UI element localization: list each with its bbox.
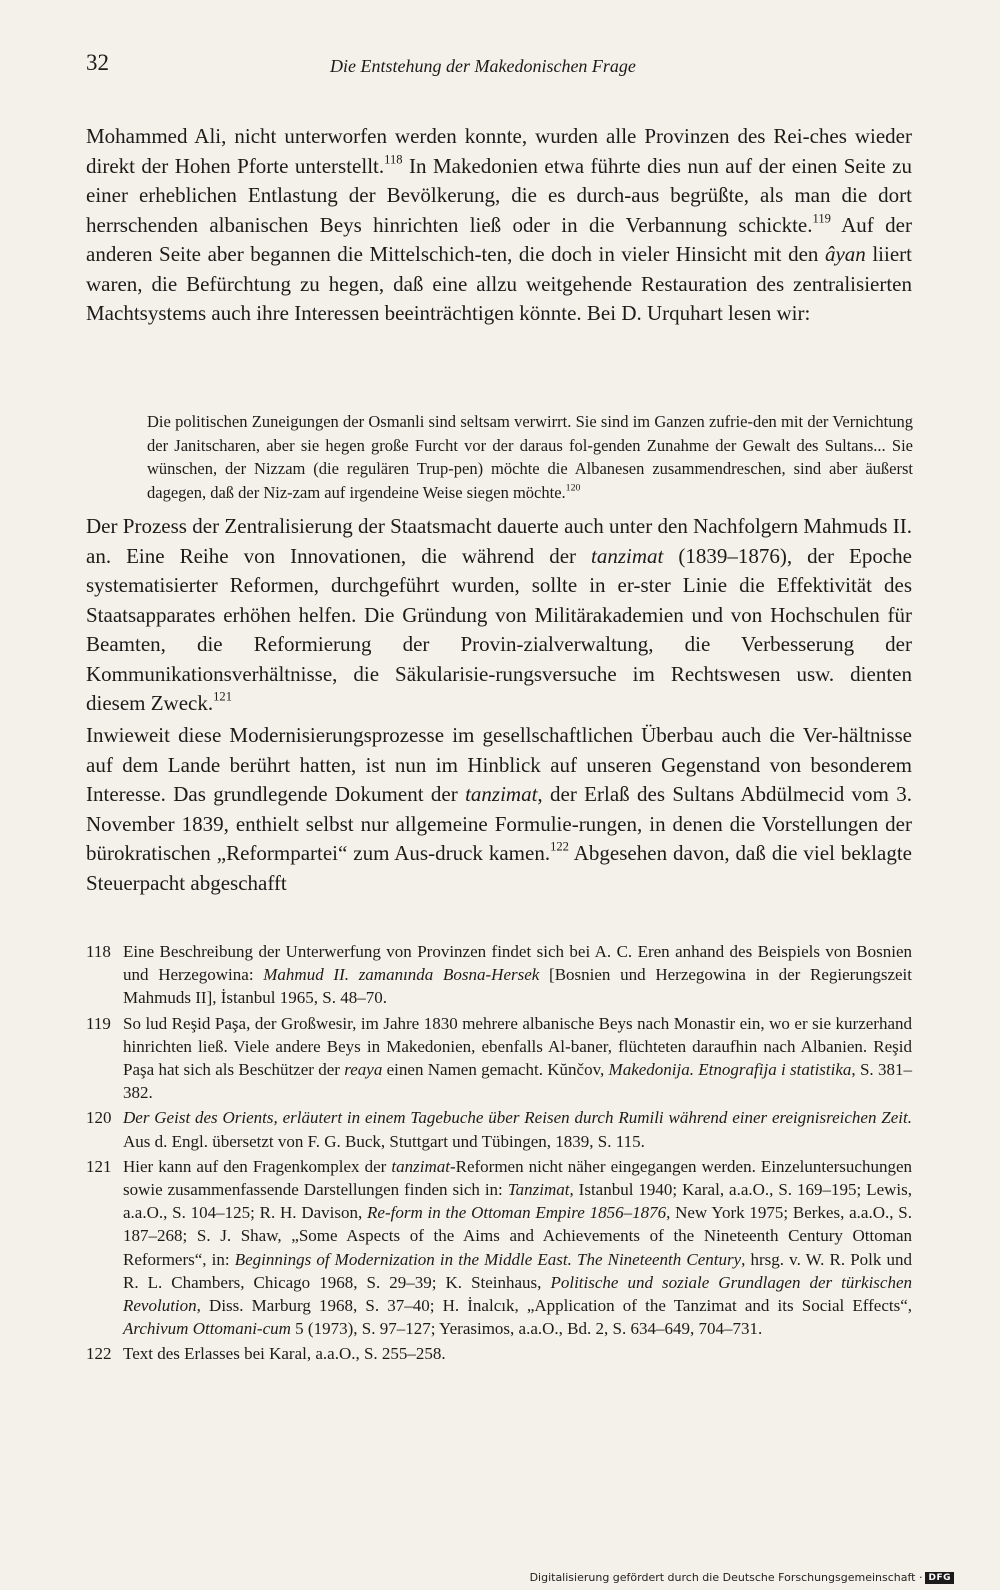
footnote-121 xyxy=(86,1155,912,1341)
footnote-ref: 118 xyxy=(384,152,403,167)
text-run: So lud Reşid Paşa, der Großwesir, im Jahre 1830 mehrere albanische Beys nach Monastir ein, wo er sie kurzerhand hinrichten ließ. Viele andere Beys in Makedonien, ebenfalls Al-baner, flüchteten daraufhin nach Albanien. Reşid Paşa hat sich als Beschützer der xyxy=(123,1013,912,1080)
page-header xyxy=(0,50,1000,90)
footnote-text xyxy=(123,1106,912,1152)
italic-title: Makedonija. Etnografija i statistika xyxy=(608,1060,852,1080)
footnote-text xyxy=(123,1012,912,1105)
footnote-number: 119 xyxy=(86,1013,111,1033)
italic-term: tanzimat xyxy=(465,782,538,806)
dfg-logo: DFG xyxy=(925,1572,954,1584)
italic-title: Beginnings of Modernization in the Middle East. The Nineteenth Century xyxy=(234,1249,742,1269)
block-quote xyxy=(147,410,913,504)
footnote-ref: 121 xyxy=(213,689,233,704)
footnote-number: 122 xyxy=(86,1344,112,1364)
text-run: Text des Erlasses bei Karal, a.a.O., S. 255–258. xyxy=(123,1344,446,1364)
italic-term: âyan xyxy=(824,242,866,266)
body-paragraph-3 xyxy=(86,721,912,898)
text-run: -Reformen nicht näher eingegangen werden. Einzeluntersuchungen sowie zusammenfassende Darstellungen finden sich in: xyxy=(123,1156,912,1200)
italic-title: reaya xyxy=(344,1060,383,1080)
italic-title: tanzimat xyxy=(391,1156,450,1176)
text-run: , Istanbul 1940; Karal, a.a.O., S. 169–195; Lewis, a.a.O., S. 104–125; R. H. Davison, xyxy=(123,1180,912,1223)
italic-title: Re-form in the Ottoman Empire 1856–1876 xyxy=(367,1203,667,1223)
italic-title: Mahmud II. zamanında Bosna-Hersek xyxy=(263,965,540,985)
body-paragraph-1 xyxy=(86,122,912,329)
text-run: Mohammed Ali, nicht unterworfen werden konnte, wurden alle Provinzen des Rei-ches wieder direkt der Hohen Pforte unterstellt. xyxy=(86,124,912,178)
footnote-number: 120 xyxy=(86,1108,112,1128)
footnote-text xyxy=(123,1342,912,1365)
text-run: Inwieweit diese Modernisierungsprozesse im gesellschaftlichen Überbau auch die Ver-hältnisse auf dem Lande berührt hatten, ist nun im Hinblick auf unseren Gegenstand von besonderem Interesse. Das grundlegende Dokument der xyxy=(86,723,912,806)
text-run: liiert waren, die Befürchtung zu hegen, daß eine allzu weitgehende Restauration des zentralisierten Machtsystems auch ihre Interessen beeinträchtigen könnte. Bei D. Urquhart lesen wir: xyxy=(86,242,912,325)
footnotes xyxy=(86,940,912,1368)
running-title: Die Entstehung der Makedonischen Frage xyxy=(330,56,636,76)
footnote-number: 121 xyxy=(86,1156,112,1176)
footnote-ref: 122 xyxy=(550,839,569,854)
text-run: Abgesehen davon, daß die viel beklagte Steuerpacht abgeschafft xyxy=(86,841,912,895)
italic-term: tanzimat xyxy=(591,543,664,568)
quote-text: Die politischen Zuneigungen der Osmanli sind seltsam verwirrt. Sie sind im Ganzen zufrie-den mit der Vernichtung der Janitscharen, aber sie hegen große Furcht vor der daraus fol-genden Zunahme der Gewalt des Sultans... Sie wünschen, der Nizzam (die regulären Trup-pen) möchte die Albanesen zusammendreschen, sind aber äußerst dagegen, daß der Niz-zam auf irgendeine Weise siegen möchte. xyxy=(147,412,913,502)
footnote-ref: 120 xyxy=(565,482,581,494)
text-run: , New York 1975; Berkes, a.a.O., S. 187–268; S. J. Shaw, „Some Aspects of the Aims and Achievements of the Nineteenth Century Ottoman Reformers“, in: xyxy=(123,1203,912,1269)
text-run: (1839–1876), der Epoche systematisierter Reformen, durchgeführt wurden, sollte in er-ster Linie die Effektivität des Staatsapparates erhöhen helfen. Die Gründung von Militärakademien und von Hochschulen für Beamten, die Reformierung der Provin-zialverwaltung, die Verbesserung der Kommunikationsverhältnisse, die Säkularisie-rungsversuche im Rechtswesen usw. dienten diesem Zweck. xyxy=(86,543,912,715)
text-run: 5 (1973), S. 97–127; Yerasimos, a.a.O., Bd. 2, S. 634–649, 704–731. xyxy=(290,1319,763,1339)
text-run: einen Namen gemacht. Kŭnčov, xyxy=(382,1060,609,1080)
text-run: [Bosnien und Herzegowina in der Regierungszeit Mahmuds II], İstanbul 1965, S. 48–70. xyxy=(123,965,912,1008)
text-run: Aus d. Engl. übersetzt von F. G. Buck, Stuttgart und Tübingen, 1839, S. 115. xyxy=(123,1131,645,1151)
italic-title: Politische und soziale Grundlagen der türkischen Revolution xyxy=(123,1272,913,1316)
footnote-number: 118 xyxy=(86,942,111,961)
footnote-118 xyxy=(86,940,912,1010)
text-run: Auf der anderen Seite aber begannen die Mittelschich-ten, die doch in vieler Hinsicht mit den xyxy=(86,212,912,266)
text-run: , hrsg. v. W. R. Polk und R. L. Chambers, Chicago 1968, S. 29–39; K. Steinhaus, xyxy=(123,1249,912,1292)
footnote-text xyxy=(123,940,912,1010)
italic-title: Archivum Ottomani-cum xyxy=(123,1319,291,1339)
footnote-119 xyxy=(86,1012,912,1105)
page-number: 32 xyxy=(86,50,109,75)
digitization-credit xyxy=(530,1571,954,1584)
body-paragraph-2 xyxy=(86,512,912,719)
footnote-122 xyxy=(86,1342,912,1365)
text-run: Der Prozess der Zentralisierung der Staatsmacht dauerte auch unter den Nachfolgern Mahmuds II. an. Eine Reihe von Innovationen, die während der xyxy=(86,514,912,568)
credit-text: Digitalisierung gefördert durch die Deutsche Forschungsgemeinschaft · xyxy=(529,1571,923,1584)
text-run: In Makedonien etwa führte dies nun auf der einen Seite zu einer erheblichen Entlastung der Bevölkerung, die es durch-aus begrüßte, als man die dort herrschenden albanischen Beys hinrichten ließ oder in die Verbannung schickte. xyxy=(86,153,912,237)
footnote-120 xyxy=(86,1106,912,1152)
italic-title: Der Geist des Orients, erläutert in einem Tagebuche über Reisen durch Rumili während einer ereignisreichen Zeit. xyxy=(123,1108,912,1128)
text-run: , der Erlaß des Sultans Abdülmecid vom 3. November 1839, enthielt selbst nur allgemeine Formulie-rungen, in denen die Vorstellungen der bürokratischen „Reformpartei“ zum Aus-druck kamen. xyxy=(86,782,912,865)
text-run: Hier kann auf den Fragenkomplex der xyxy=(123,1156,392,1176)
footnote-text xyxy=(123,1155,912,1341)
text-run: , Diss. Marburg 1968, S. 37–40; H. İnalcık, „Application of the Tanzimat and its Social Effects“, xyxy=(196,1296,912,1316)
italic-title: Tanzimat xyxy=(507,1180,570,1200)
footnote-ref: 119 xyxy=(812,211,831,226)
text-run: , S. 381–382. xyxy=(123,1060,912,1103)
text-run: Eine Beschreibung der Unterwerfung von Provinzen findet sich bei A. C. Eren anhand des Beispiels von Bosnien und Herzegowina: xyxy=(123,942,912,985)
